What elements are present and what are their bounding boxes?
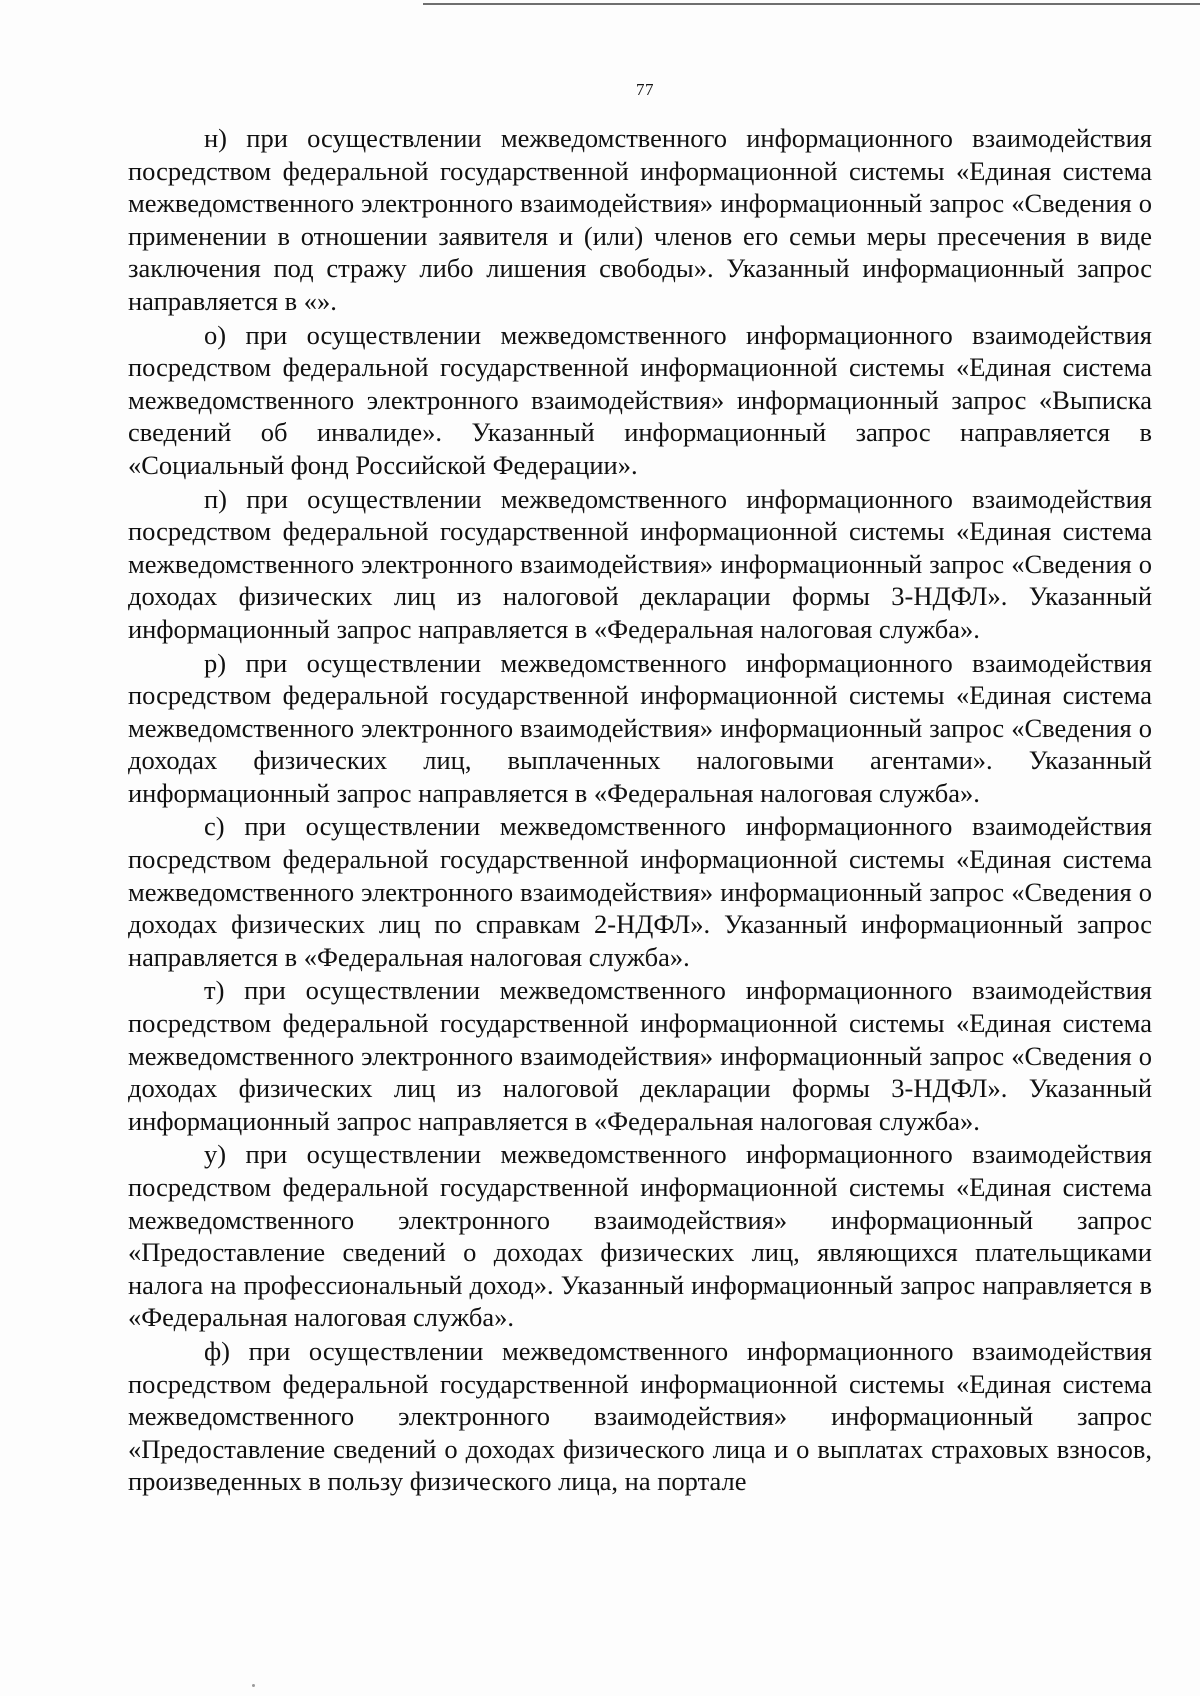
- paragraph-t: т) при осуществлении межведомственного информационного взаимодействия посредством федеральной государственной информационной системы «Единая система межведомственного электронного взаимодействия» информационный запрос «Сведения о доходах физических лиц из налоговой декларации формы 3-НДФЛ». Указанный информационный запрос направляется в «Федеральная налоговая служба».: [128, 975, 1152, 1136]
- paragraph-r: р) при осуществлении межведомственного информационного взаимодействия посредством федеральной государственной информационной системы «Единая система межведомственного электронного взаимодействия» информационный запрос «Сведения о доходах физических лиц, выплаченных налоговыми агентами». Указанный информационный запрос направляется в «Федеральная налоговая служба».: [128, 647, 1152, 808]
- paragraph-u: у) при осуществлении межведомственного информационного взаимодействия посредством федеральной государственной информационной системы «Единая система межведомственного электронного взаимодействия» информационный запрос «Предоставление сведений о доходах физических лиц, являющихся плательщиками налога на профессиональный доход». Указанный информационный запрос направляется в «Федеральная налоговая служба».: [128, 1139, 1152, 1333]
- paragraph-p: п) при осуществлении межведомственного информационного взаимодействия посредством федеральной государственной информационной системы «Единая система межведомственного электронного взаимодействия» информационный запрос «Сведения о доходах физических лиц из налоговой декларации формы 3-НДФЛ». Указанный информационный запрос направляется в «Федеральная налоговая служба».: [128, 483, 1152, 644]
- paragraph-n: н) при осуществлении межведомственного информационного взаимодействия посредством федеральной государственной информационной системы «Единая система межведомственного электронного взаимодействия» информационный запрос «Сведения о применении в отношении заявителя и (или) членов его семьи меры пресечения в виде заключения под стражу либо лишения свободы». Указанный информационный запрос направляется в «».: [128, 123, 1152, 316]
- document-body: [128, 122, 1152, 1498]
- scan-speck: [252, 1684, 255, 1687]
- paragraph-f: ф) при осуществлении межведомственного информационного взаимодействия посредством федеральной государственной информационной системы «Единая система межведомственного электронного взаимодействия» информационный запрос «Предоставление сведений о доходах физического лица и о выплатах страховых взносов, произведенных в пользу физического лица, на портале: [128, 1335, 1152, 1497]
- paragraph-o: о) при осуществлении межведомственного информационного взаимодействия посредством федеральной государственной информационной системы «Единая система межведомственного электронного взаимодействия» информационный запрос «Выписка сведений об инвалиде». Указанный информационный запрос направляется в «Социальный фонд Российской Федерации».: [128, 319, 1152, 480]
- page-number: 77: [636, 80, 654, 99]
- scan-edge-line: [423, 3, 1200, 5]
- paragraph-s: с) при осуществлении межведомственного информационного взаимодействия посредством федеральной государственной информационной системы «Единая система межведомственного электронного взаимодействия» информационный запрос «Сведения о доходах физических лиц по справкам 2-НДФЛ». Указанный информационный запрос направляется в «Федеральная налоговая служба».: [128, 811, 1152, 972]
